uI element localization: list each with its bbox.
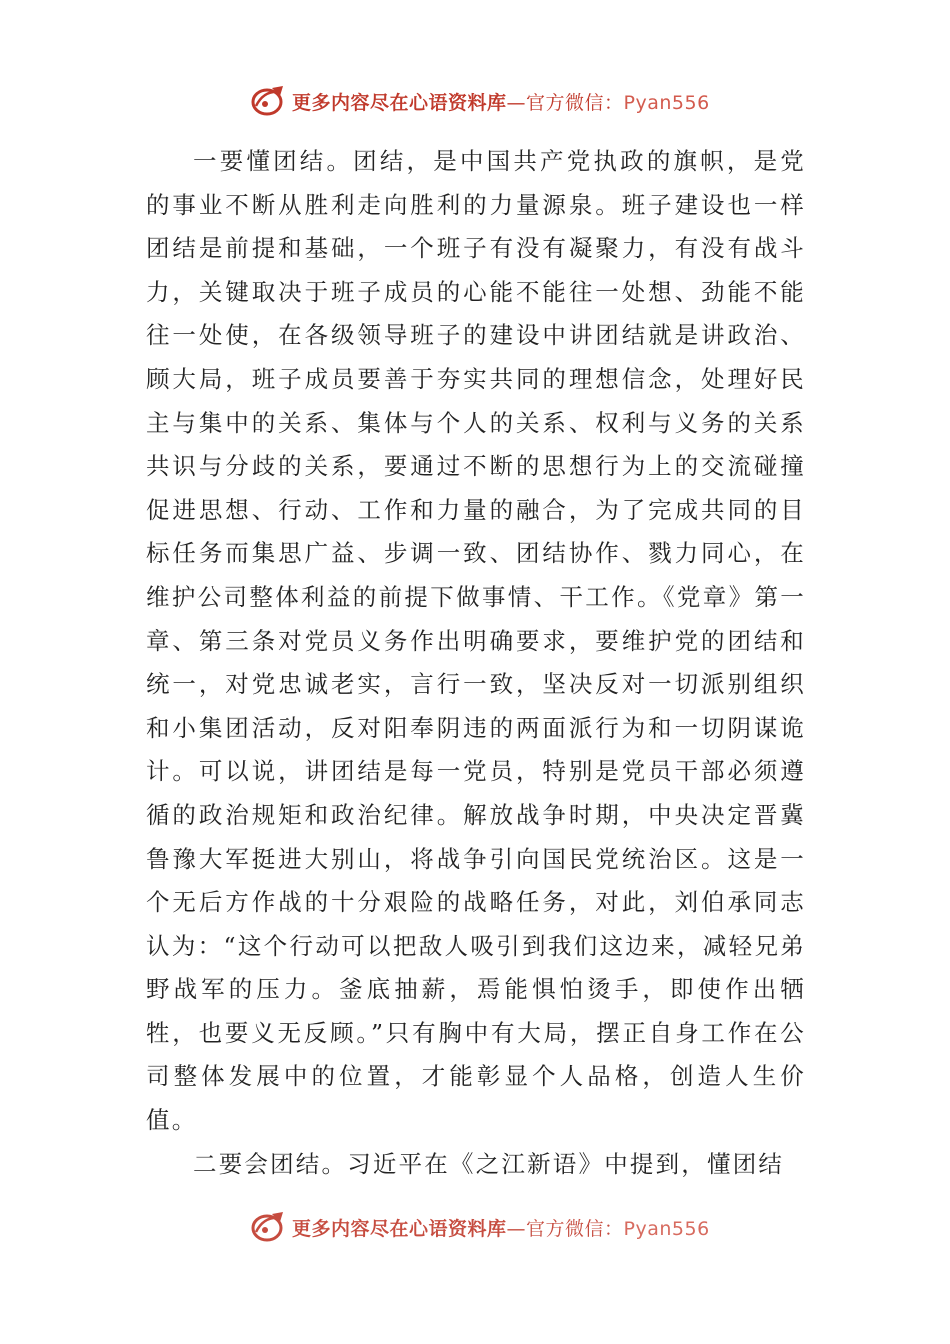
footer-banner [250,1210,710,1244]
header-site-name: 更多内容尽在心语资料库 [292,91,507,114]
header-banner-text [292,88,710,115]
logo-icon [250,1210,286,1244]
footer-dash: — [506,1217,527,1240]
paragraph-2: 二要会团结。习近平在《之江新语》中提到，懂团结 [193,1149,785,1178]
paragraph-1: 一要懂团结。团结，是中国共产党执政的旗帜，是党的事业不断从胜利走向胜利的力量源泉。班子建设也一样团结是前提和基础，一个班子有没有凝聚力，有没有战斗力，关键取决于班子成员的心能不能往一处想、劲能不能往一处使，在各级领导班子的建设中讲团结就是讲政治、顾大局，班子成员要善于夯实共同的理想信念，处理好民主与集中的关系、集体与个人的关系、权利与义务的关系共识与分歧的关系，要通过不断的思想行为上的交流碰撞促进思想、行动、工作和力量的融合，为了完成共同的目标任务而集思广益、步调一致、团结协作、戮力同心，在维护公司整体利益的前提下做事情、干工作。《党章》第一章、第三条对党员义务作出明确要求，要维护党的团结和统一，对党忠诚老实，言行一致，坚决反对一切派别组织和小集团活动，反对阳奉阴违的两面派行为和一切阴谋诡计。可以说，讲团结是每一党员，特别是党员干部必须遵循的政治规矩和政治纪律。解放战争时期，中央决定晋冀鲁豫大军挺进大别山，将战争引向国民党统治区。这是一个无后方作战的十分艰险的战略任务，对此，刘伯承同志认为：“这个行动可以把敌人吸引到我们这边来，减轻兄弟野战军的压力。釜底抽薪，焉能惧怕烫手，即使作出牺牲，也要义无反顾。”只有胸中有大局，摆正自身工作在公司整体发展中的位置，才能彰显个人品格，创造人生价值。 [146,147,806,1135]
header-banner [250,84,710,118]
article-body [146,140,806,1186]
footer-site-name: 更多内容尽在心语资料库 [292,1217,507,1240]
footer-banner-text [292,1214,710,1241]
logo-icon [250,84,286,118]
header-wechat-label: 官方微信： [526,91,624,114]
footer-wechat-id: Pyan556 [623,1217,710,1240]
header-wechat-id: Pyan556 [623,91,710,114]
header-dash: — [506,91,527,114]
footer-wechat-label: 官方微信： [526,1217,624,1240]
